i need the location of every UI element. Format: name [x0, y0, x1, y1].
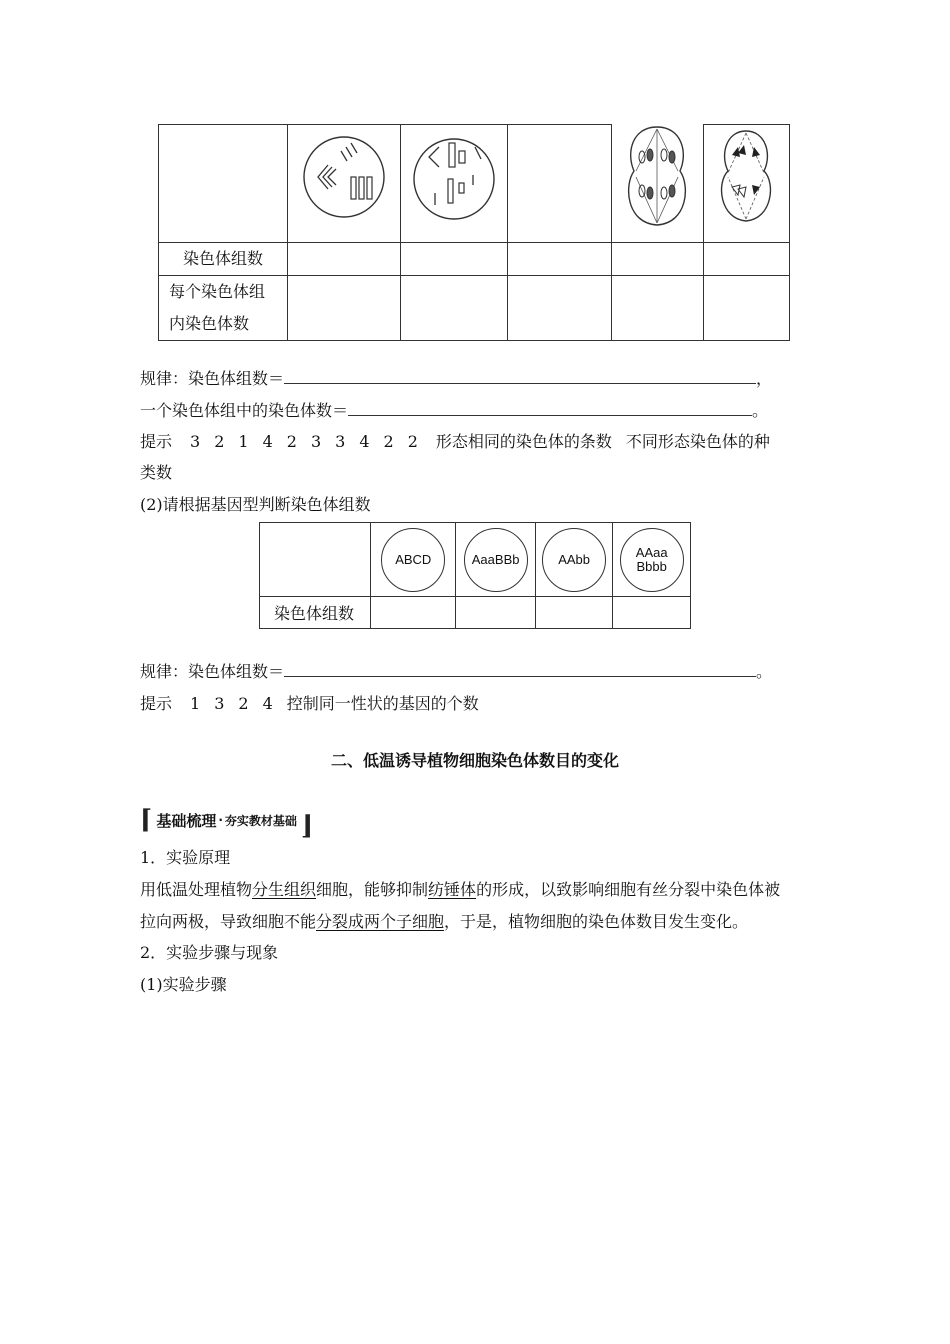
rule1-end: ，: [756, 369, 773, 388]
table1-answer-cell: [507, 243, 611, 276]
right-bracket-icon: ⌋: [300, 811, 314, 841]
table2-genotype-cell: [371, 523, 456, 597]
table1-row-label: [159, 276, 288, 341]
table1-figure-cell: [611, 125, 703, 243]
genotype-table: [259, 522, 691, 629]
genotype-label: AaaBBb: [471, 551, 520, 567]
p1-line2: [140, 909, 748, 932]
hint1-number: 3: [335, 432, 346, 451]
hint2-number: 3: [214, 694, 225, 713]
rule3-line: [140, 659, 772, 682]
p1-underlined-term: 分生组织: [252, 880, 317, 899]
table2-answer-cell: [535, 597, 613, 629]
badge-dot: ·: [218, 813, 223, 827]
genotype-circle: [620, 528, 684, 592]
hint1-number: 2: [383, 432, 394, 451]
p1-underlined-term: 纺锤体: [428, 880, 477, 899]
dividing-cell-b-icon: [704, 125, 789, 238]
chromosome-set-table: [158, 124, 790, 341]
p1-text: ，于是，植物细胞的染色体数目发生变化。: [444, 912, 749, 931]
hint2-text: 控制同一性状的基因的个数: [286, 694, 479, 713]
hint2-label: 提示: [140, 694, 173, 713]
rule2-blank: [348, 401, 752, 416]
hint1-line2: 类数: [140, 463, 173, 482]
table2-answer-cell: [613, 597, 691, 629]
table2-row-label: 染色体组数: [260, 597, 371, 629]
p1-heading: 1．实验原理: [140, 848, 231, 867]
rule3-prefix: 规律：染色体组数＝: [140, 662, 285, 681]
p2-heading: 2．实验步骤与现象: [140, 943, 279, 962]
hint1-label: 提示: [140, 432, 173, 451]
table1-row-label: 染色体组数: [159, 243, 288, 276]
hint1-number: 2: [407, 432, 418, 451]
table1-row-label-line1: 每个染色体组: [169, 282, 266, 301]
table1-figure-cell: [703, 125, 789, 243]
hint1-text-a: 形态相同的染色体的条数: [435, 432, 612, 451]
p1-text: 拉向两极，导致细胞不能: [140, 912, 317, 931]
hint1-number: 1: [238, 432, 249, 451]
genotype-circle: [464, 528, 528, 592]
p1-text: 的形成，以致影响细胞有丝分裂中染色体被: [476, 880, 781, 899]
hint1-number: 2: [214, 432, 225, 451]
cell-three-sets-icon: [288, 125, 400, 238]
genotype-circle: [542, 528, 606, 592]
genotype-label: AAaa: [635, 544, 668, 560]
table1-answer-cell: [400, 276, 507, 341]
badge-sub: 夯实教材基础: [224, 813, 297, 828]
badge-main: 基础梳理: [156, 811, 217, 830]
cell-two-sets-icon: [401, 125, 507, 238]
table1-row-label-line2: 内染色体数: [169, 314, 250, 333]
rule2-line: [140, 398, 768, 421]
genotype-label: ABCD: [395, 551, 432, 567]
rule3-blank: [284, 662, 756, 677]
basics-badge: [140, 805, 314, 841]
hint1-line: [140, 429, 770, 452]
table2-genotype-cell: [535, 523, 613, 597]
table1-figure-cell: [400, 125, 507, 243]
table1-answer-cell: [287, 243, 400, 276]
table2-corner-cell: [260, 523, 371, 597]
table1-answer-cell: [507, 276, 611, 341]
table1-corner-cell: [159, 125, 288, 243]
rule2-prefix: 一个染色体组中的染色体数＝: [140, 401, 349, 420]
hint2-number: 4: [262, 694, 273, 713]
hint1-number: 2: [286, 432, 297, 451]
hint1-number: 4: [262, 432, 273, 451]
hint1-number: 4: [359, 432, 370, 451]
left-bracket-icon: ⌈: [140, 805, 153, 835]
genotype-circle: [381, 528, 445, 592]
rule1-blank: [284, 369, 756, 384]
table1-answer-cell: [611, 276, 703, 341]
hint1-number: 3: [310, 432, 322, 451]
hint1-text-b: 不同形态染色体的种: [625, 432, 770, 451]
genotype-label: Bbbb: [636, 558, 667, 574]
hint2-number: 1: [190, 694, 201, 713]
table1-answer-cell: [703, 276, 789, 341]
rule3-end: 。: [756, 662, 773, 681]
p1-text: 用低温处理植物: [140, 880, 253, 899]
question-2: (2)请根据基因型判断染色体组数: [140, 495, 371, 514]
table1-empty-figure-cell: [507, 125, 611, 243]
section-title: 二、低温诱导植物细胞染色体数目的变化: [330, 751, 619, 770]
rule1-line: [140, 366, 772, 389]
p1-underlined-term: 分裂成两个子细胞: [316, 912, 445, 931]
p1-text: 细胞，能够抑制: [316, 880, 429, 899]
table2-genotype-cell: [456, 523, 535, 597]
genotype-label: AAbb: [558, 551, 591, 567]
hint2-number: 2: [238, 694, 249, 713]
p3-heading: (1)实验步骤: [140, 975, 227, 994]
table2-genotype-cell: [613, 523, 691, 597]
p1-line1: [140, 877, 780, 900]
table1-answer-cell: [611, 243, 703, 276]
hint2-line: [140, 691, 493, 714]
rule1-prefix: 规律：染色体组数＝: [140, 369, 285, 388]
table2-answer-cell: [456, 597, 535, 629]
table1-answer-cell: [703, 243, 789, 276]
table2-answer-cell: [371, 597, 456, 629]
dividing-cell-a-icon: [612, 125, 703, 238]
table1-answer-cell: [400, 243, 507, 276]
hint1-number: 3: [190, 432, 201, 451]
table1-answer-cell: [287, 276, 400, 341]
table1-figure-cell: [287, 125, 400, 243]
rule2-end: 。: [752, 401, 769, 420]
